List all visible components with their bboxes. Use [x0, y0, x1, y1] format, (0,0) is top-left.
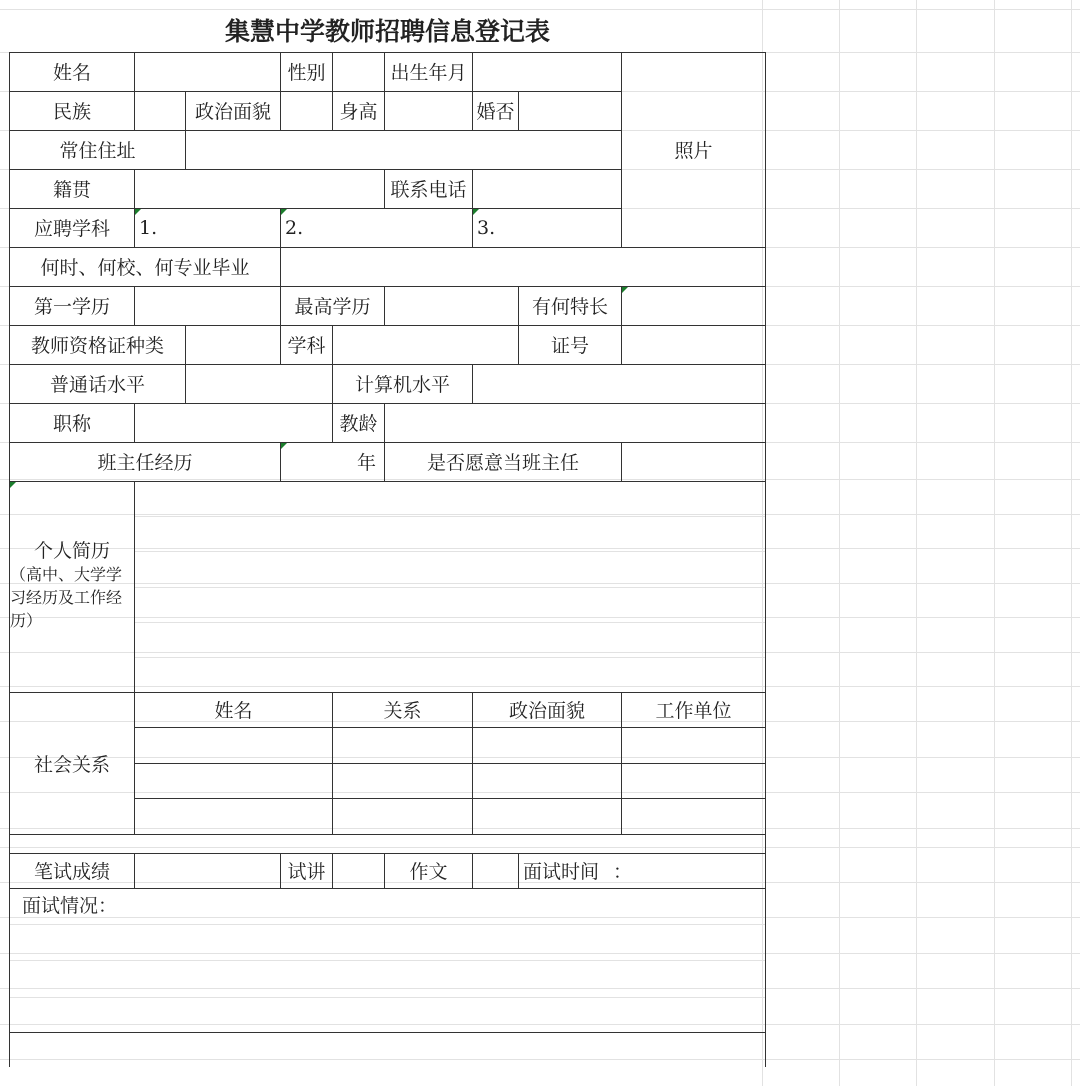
teaching-years-cell[interactable] [385, 403, 766, 442]
essay-label: 作文 [385, 853, 473, 888]
birth-label: 出生年月 [385, 52, 473, 91]
computer-label: 计算机水平 [333, 364, 473, 403]
subject-option-1[interactable] [135, 208, 281, 247]
social-header-name: 姓名 [135, 692, 333, 727]
resume-line [135, 657, 765, 692]
interview-line [10, 924, 765, 960]
year-unit: 年 [356, 452, 376, 474]
first-education-label: 第一学历 [10, 286, 135, 325]
gender-label: 性别 [281, 52, 333, 91]
written-score-label: 笔试成绩 [10, 853, 135, 888]
blank-row [10, 1032, 766, 1067]
social-employer-cell[interactable] [622, 727, 766, 763]
mandarin-label: 普通话水平 [10, 364, 186, 403]
essay-cell[interactable] [473, 853, 519, 888]
head-teacher-years-cell[interactable] [281, 442, 385, 481]
social-employer-cell[interactable] [622, 798, 766, 834]
first-education-cell[interactable] [135, 286, 281, 325]
interview-time-label: 面试时间 [523, 861, 600, 883]
subject-option-2-text: 2. [285, 216, 304, 239]
specialty-cell[interactable] [622, 286, 766, 325]
resume-line [135, 482, 765, 516]
job-title-label: 职称 [10, 403, 135, 442]
willing-head-teacher-label: 是否愿意当班主任 [385, 442, 622, 481]
specialty-label: 有何特长 [519, 286, 622, 325]
social-politics-cell[interactable] [473, 798, 622, 834]
interview-line [10, 997, 765, 1032]
highest-education-cell[interactable] [385, 286, 519, 325]
social-politics-cell[interactable] [473, 763, 622, 798]
subject-option-3[interactable] [473, 208, 622, 247]
name-label: 姓名 [10, 52, 135, 91]
resume-label [10, 481, 135, 692]
highest-education-label: 最高学历 [281, 286, 385, 325]
social-relations-label: 社会关系 [10, 692, 135, 834]
comment-marker [622, 287, 628, 293]
grid-col-line [839, 0, 840, 1086]
interview-cell[interactable] [10, 888, 766, 1032]
teaching-years-label: 教龄 [333, 403, 385, 442]
willing-head-teacher-cell[interactable] [622, 442, 766, 481]
name-cell[interactable] [135, 52, 281, 91]
height-cell[interactable] [385, 91, 473, 130]
native-place-label: 籍贯 [10, 169, 135, 208]
trial-lecture-label: 试讲 [281, 853, 333, 888]
native-place-cell[interactable] [135, 169, 385, 208]
interview-line [10, 960, 765, 997]
social-employer-cell[interactable] [622, 763, 766, 798]
social-header-relation: 关系 [333, 692, 473, 727]
registration-table [9, 9, 766, 1067]
form-title: 集慧中学教师招聘信息登记表 [224, 17, 550, 47]
cert-type-cell[interactable] [186, 325, 281, 364]
cert-number-cell[interactable] [622, 325, 766, 364]
resume-note: （高中、大学学习经历及工作经历） [10, 565, 123, 631]
spacer-row [10, 834, 766, 853]
resume-line [135, 622, 765, 657]
cert-subject-cell[interactable] [333, 325, 519, 364]
ethnicity-label: 民族 [10, 91, 135, 130]
politics-cell[interactable] [281, 91, 333, 130]
gender-cell[interactable] [333, 52, 385, 91]
height-label: 身高 [333, 91, 385, 130]
resume-cell[interactable] [135, 481, 766, 692]
comment-marker [281, 443, 287, 449]
phone-label: 联系电话 [385, 169, 473, 208]
marital-label: 婚否 [473, 91, 519, 130]
interview-time-cell[interactable] [519, 853, 766, 888]
subject-option-2[interactable] [281, 208, 473, 247]
social-name-cell[interactable] [135, 727, 333, 763]
comment-marker [281, 209, 287, 215]
comment-marker [473, 209, 479, 215]
graduation-label: 何时、何校、何专业毕业 [10, 247, 281, 286]
written-score-cell[interactable] [135, 853, 281, 888]
ethnicity-cell[interactable] [135, 91, 186, 130]
social-header-politics: 政治面貌 [473, 692, 622, 727]
politics-label: 政治面貌 [186, 91, 281, 130]
graduation-cell[interactable] [281, 247, 766, 286]
phone-cell[interactable] [473, 169, 622, 208]
interview-label: 面试情况： [22, 894, 118, 917]
marital-cell[interactable] [519, 91, 622, 130]
subject-option-1-text: 1. [139, 216, 158, 239]
address-label: 常住住址 [10, 130, 186, 169]
interview-time-colon: ： [613, 861, 633, 883]
resume-line [135, 516, 765, 551]
job-title-cell[interactable] [135, 403, 333, 442]
social-relation-cell[interactable] [333, 798, 473, 834]
cert-number-label: 证号 [519, 325, 622, 364]
cert-subject-label: 学科 [281, 325, 333, 364]
birth-cell[interactable] [473, 52, 622, 91]
resume-title: 个人简历 [33, 540, 110, 563]
mandarin-cell[interactable] [186, 364, 333, 403]
computer-cell[interactable] [473, 364, 766, 403]
head-teacher-exp-label: 班主任经历 [10, 442, 281, 481]
social-header-employer: 工作单位 [622, 692, 766, 727]
photo-cell[interactable]: 照片 [622, 52, 766, 247]
address-cell[interactable] [186, 130, 622, 169]
resume-line [135, 551, 765, 587]
subject-label: 应聘学科 [10, 208, 135, 247]
trial-lecture-cell[interactable] [333, 853, 385, 888]
grid-col-line [916, 0, 917, 1086]
resume-line [135, 587, 765, 622]
social-name-cell[interactable] [135, 798, 333, 834]
comment-marker [135, 209, 141, 215]
grid-col-line [994, 0, 995, 1086]
comment-marker [10, 482, 16, 488]
social-relation-cell[interactable] [333, 763, 473, 798]
subject-option-3-text: 3. [477, 216, 496, 239]
grid-col-line [1071, 0, 1072, 1086]
cert-type-label: 教师资格证种类 [10, 325, 186, 364]
social-name-cell[interactable] [135, 763, 333, 798]
registration-form [9, 9, 766, 1067]
social-politics-cell[interactable] [473, 727, 622, 763]
social-relation-cell[interactable] [333, 727, 473, 763]
